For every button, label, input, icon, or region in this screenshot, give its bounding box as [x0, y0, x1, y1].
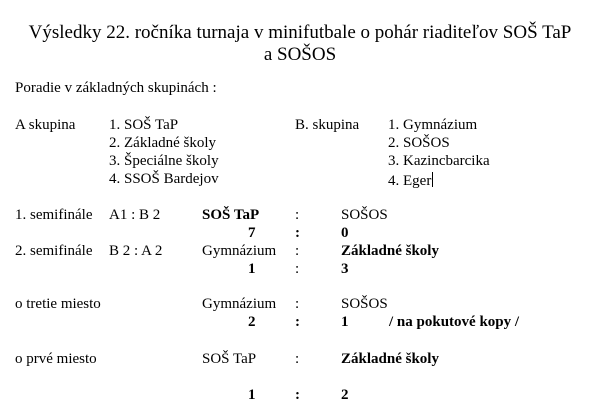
semi2-score-separator: :: [295, 261, 300, 277]
semi2-away-score: 3: [341, 261, 349, 277]
group-a-team-2: 2. Základné školy: [109, 135, 217, 151]
third-place-away-team: SOŠOS: [341, 296, 388, 312]
group-b-team-2: 2. SOŠOS: [388, 135, 450, 151]
group-b-team-1: 1. Gymnázium: [388, 117, 478, 133]
final-label: o prvé miesto: [15, 351, 97, 367]
penalty-note: / na pokutové kopy /: [389, 314, 520, 330]
final-away-team: Základné školy: [341, 351, 439, 367]
semi2-pairing: B 2 : A 2: [109, 243, 163, 259]
group-a-label: A skupina: [15, 117, 76, 133]
document-title-line-1: Výsledky 22. ročníka turnaja v minifutbale o pohár riaditeľov SOŠ TaP: [28, 22, 572, 43]
semi2-home-team: Gymnázium: [202, 243, 277, 259]
groups-heading: Poradie v základných skupinách :: [15, 80, 217, 96]
third-place-score-separator: :: [295, 314, 300, 330]
third-place-separator: :: [295, 296, 300, 312]
group-b-label: B. skupina: [295, 117, 360, 133]
group-a-team-1: 1. SOŠ TaP: [109, 117, 179, 133]
semi1-score-separator: :: [295, 225, 300, 241]
semi1-label: 1. semifinále: [15, 207, 93, 223]
third-place-label: o tretie miesto: [15, 296, 101, 312]
final-home-score: 1: [248, 387, 256, 403]
final-away-score: 2: [341, 387, 349, 403]
group-a-team-3: 3. Špeciálne školy: [109, 153, 219, 169]
semi1-pairing: A1 : B 2: [109, 207, 161, 223]
group-b-team-4-text: 4. Eger: [388, 173, 432, 189]
group-a-team-4: 4. SSOŠ Bardejov: [109, 171, 219, 187]
semi2-separator: :: [295, 243, 300, 259]
third-place-home-team: Gymnázium: [202, 296, 277, 312]
semi2-label: 2. semifinále: [15, 243, 93, 259]
semi1-home-team: SOŠ TaP: [202, 207, 260, 223]
semi1-home-score: 7: [248, 225, 256, 241]
semi1-away-score: 0: [341, 225, 349, 241]
final-separator: :: [295, 351, 300, 367]
semi1-separator: :: [295, 207, 300, 223]
final-home-team: SOŠ TaP: [202, 351, 257, 367]
document-title-line-2: a SOŠOS: [263, 44, 337, 65]
third-place-away-score: 1: [341, 314, 349, 330]
third-place-home-score: 2: [248, 314, 256, 330]
semi1-away-team: SOŠOS: [341, 207, 388, 223]
semi2-away-team: Základné školy: [341, 243, 439, 259]
text-cursor: [432, 172, 433, 187]
final-score-separator: :: [295, 387, 300, 403]
group-b-team-3: 3. Kazincbarcika: [388, 153, 490, 169]
semi2-home-score: 1: [248, 261, 256, 277]
group-b-team-4: [388, 172, 433, 189]
